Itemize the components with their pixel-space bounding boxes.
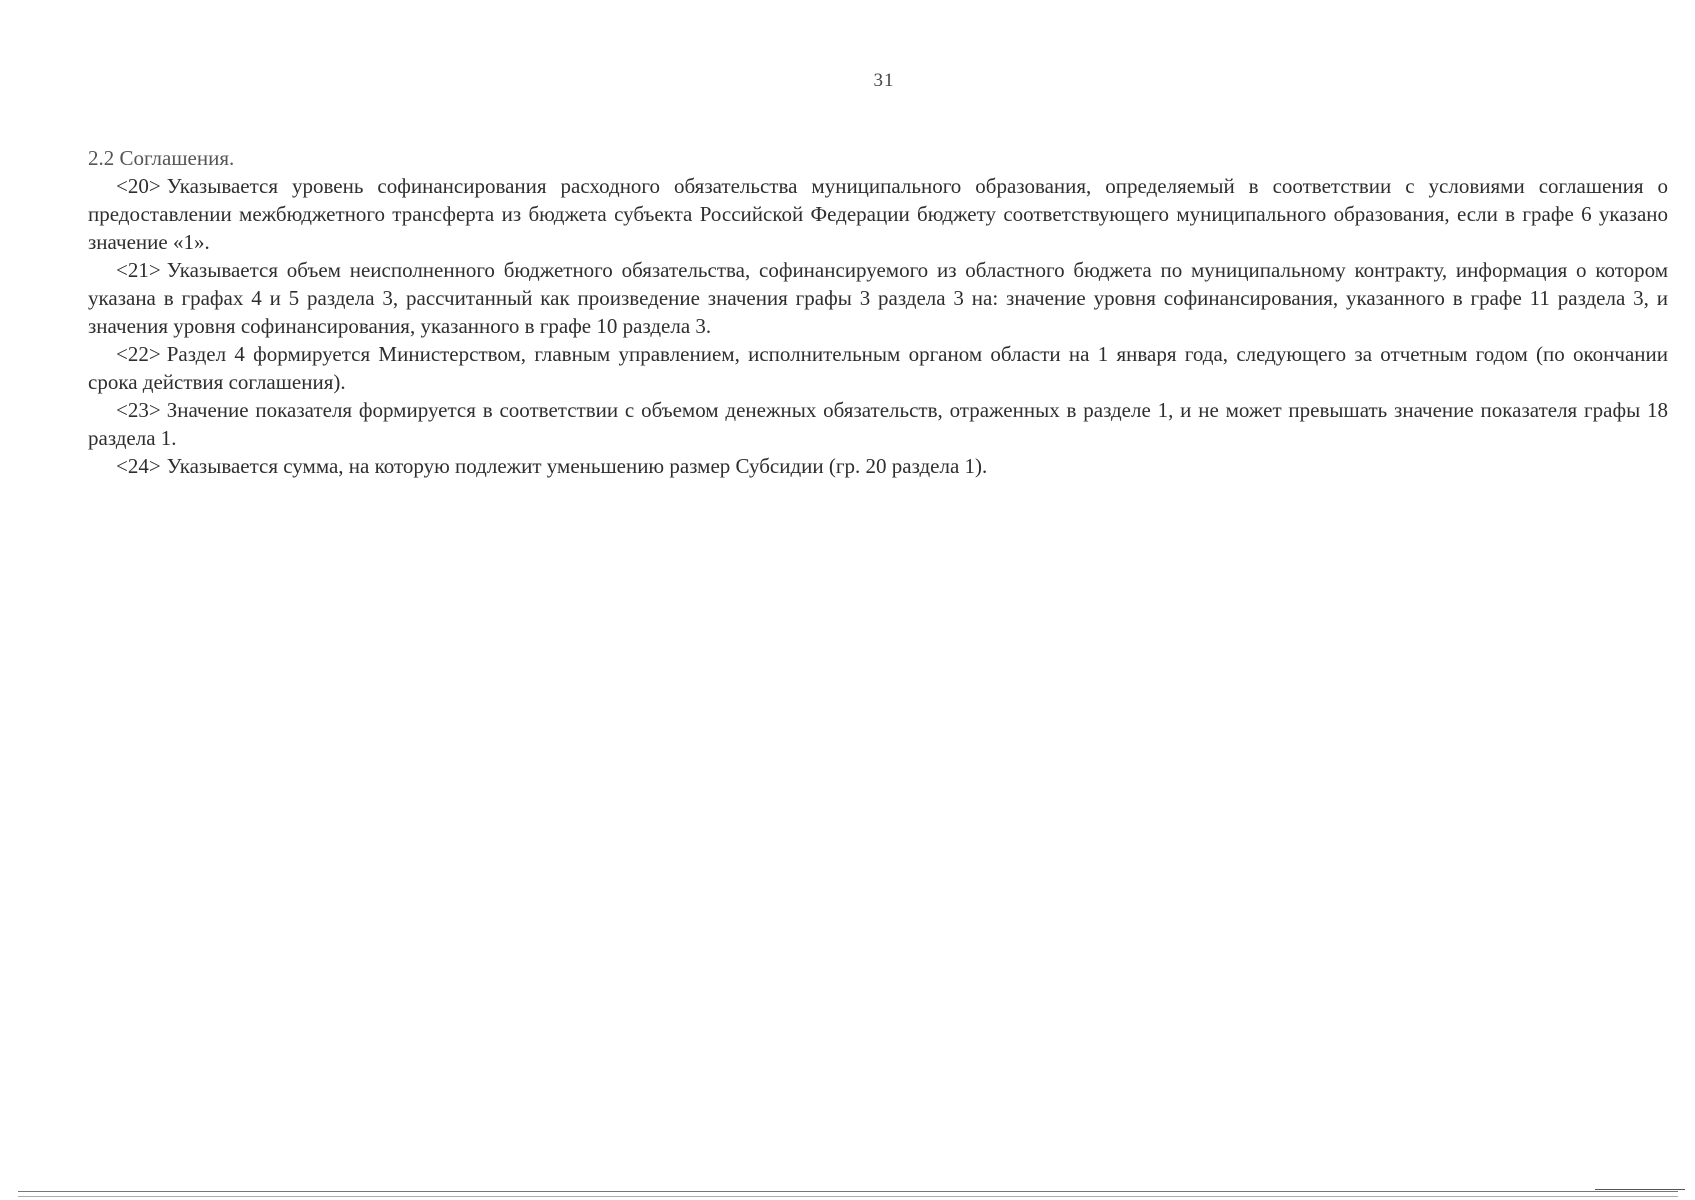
footnote-text: Раздел 4 формируется Министерством, главным управлением, исполнительным органом области на 1 января года, следующего за отчетным годом (по окончании срока действия соглашения). — [88, 342, 1668, 394]
footnote-22 — [88, 340, 1668, 396]
footnote-marker: <22> — [116, 342, 161, 366]
section-heading: 2.2 Соглашения. — [88, 146, 235, 170]
footnote-text: Указывается сумма, на которую подлежит уменьшению размер Субсидии (гр. 20 раздела 1). — [166, 454, 988, 478]
footnote-24 — [88, 452, 1668, 480]
bottom-rule-accent — [1595, 1189, 1685, 1190]
footnote-marker: <24> — [116, 454, 161, 478]
footnote-23 — [88, 396, 1668, 452]
footnote-marker: <20> — [116, 174, 161, 198]
footnote-text: Значение показателя формируется в соответствии с объемом денежных обязательств, отраженных в разделе 1, и не может превышать значение показателя графы 18 раздела 1. — [88, 398, 1668, 450]
footnote-text: Указывается объем неисполненного бюджетного обязательства, софинансируемого из областного бюджета по муниципальному контракту, информация о котором указана в графах 4 и 5 раздела 3, рассчитанный как произведение значения графы 3 раздела 3 на: значение уровня софинансирования, указанного в графе 11 раздела 3, и значения уровня софинансирования, указанного в графе 10 раздела 3. — [88, 258, 1668, 338]
bottom-rule — [18, 1191, 1678, 1192]
document-body — [88, 144, 1668, 480]
footnote-20 — [88, 172, 1668, 256]
page-number: 31 — [873, 70, 895, 91]
footnote-text: Указывается уровень софинансирования расходного обязательства муниципального образования, определяемый в соответствии с условиями соглашения о предоставлении межбюджетного трансферта из бюджета субъекта Российской Федерации бюджету соответствующего муниципального образования, если в графе 6 указано значение «1». — [88, 174, 1668, 254]
footnote-21 — [88, 256, 1668, 340]
footnote-marker: <23> — [116, 398, 161, 422]
footnote-marker: <21> — [116, 258, 161, 282]
bottom-rule-secondary — [18, 1196, 1678, 1197]
